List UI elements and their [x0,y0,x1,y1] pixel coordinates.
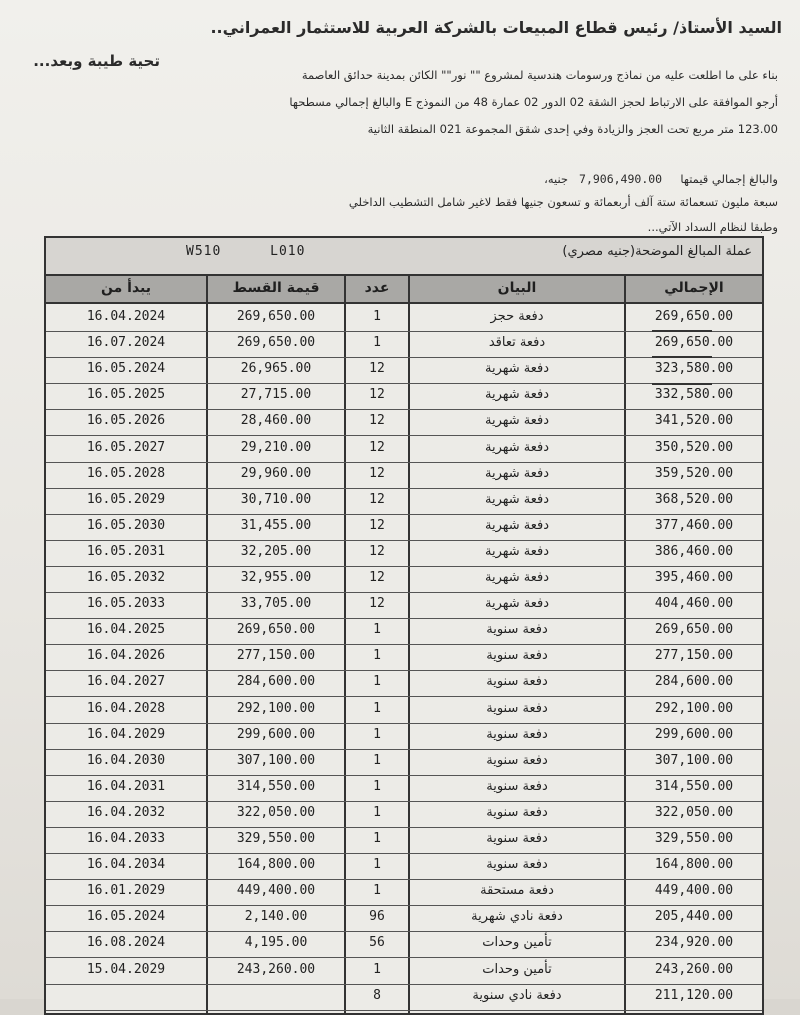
pen-underline [652,383,712,385]
cell-total: 332,580.00 [654,387,734,403]
cell-installment: 284,600.00 [236,674,316,690]
cell-total: 350,520.00 [654,439,734,455]
salutation: السيد الأستاذ/ رئيس قطاع المبيعات بالشركة العربية للاستثمار العمراني.. [210,18,782,37]
cell-installment: 27,715.00 [240,387,312,403]
cell-total: 359,520.00 [654,465,734,481]
cell-total: 299,600.00 [654,726,734,742]
cell-count: 12 [369,465,385,481]
header-installment: قيمة القسط [232,280,320,296]
cell-description: دفعة شهرية [484,413,550,429]
cell-installment: 29,960.00 [240,465,312,481]
cell-start-date: 16.05.2027 [86,439,166,455]
cell-total: 323,580.00 [654,361,734,377]
cell-total: 234,920.00 [654,935,734,951]
letter-line-payment-intro: وطبقا لنظام السداد الآتي... [647,220,778,234]
table-title-bar [46,238,762,276]
table-row [46,513,762,541]
cell-installment: 329,550.00 [236,831,316,846]
cell-count: 96 [369,909,385,925]
letter-line-1: بناء على ما اطلعت عليه من نماذج ورسومات هندسية لمشروع "" نور"" الكائن بمدينة حدائق العاصمة [301,68,778,82]
cell-installment: 277,150.00 [236,648,316,664]
cell-description: دفعة سنوية [486,700,548,716]
table-row [46,408,762,436]
cell-count: 1 [373,674,381,690]
cell-installment: 269,650.00 [236,335,316,351]
cell-description: دفعة سنوية [486,622,548,638]
cell-count: 12 [369,517,385,533]
cell-start-date: 16.04.2025 [86,622,166,638]
code-1: W510 [186,244,222,259]
cell-count: 12 [369,570,385,585]
table-row [46,356,762,384]
cell-count: 12 [369,387,385,403]
cell-start-date: 16.05.2024 [86,909,166,925]
payment-schedule-table [44,236,764,1015]
cell-total: 211,120.00 [654,987,734,1003]
cell-total: 386,460.00 [654,543,734,559]
cell-description: دفعة شهرية [484,543,550,559]
cell-start-date: 16.05.2031 [86,543,166,559]
cell-count: 12 [369,413,385,429]
table-row [46,878,762,906]
total-label: والبالغ إجمالي قيمتها [680,172,778,186]
cell-installment: 31,455.00 [240,517,312,533]
cell-description: دفعة سنوية [486,648,548,664]
table-row [46,774,762,802]
cell-total: 329,550.00 [654,831,734,846]
cell-installment: 32,955.00 [240,570,312,585]
header-start: يبدأ من [101,280,151,296]
cell-start-date: 16.05.2032 [86,570,166,585]
cell-description: دفعة شهرية [484,596,550,612]
cell-installment: 28,460.00 [240,413,312,429]
cell-description: دفعة سنوية [486,752,548,768]
cell-installment: 26,965.00 [240,361,312,377]
cell-count: 1 [373,309,381,324]
table-row [46,826,762,854]
cell-total: 449,400.00 [654,883,734,899]
cell-total: 284,600.00 [654,674,734,690]
header-description: البيان [497,280,537,296]
table-row [46,669,762,697]
cell-total: 368,520.00 [654,491,734,507]
cell-installment: 292,100.00 [236,700,316,716]
cell-description: دفعة حجز [490,309,544,324]
cell-total: 395,460.00 [654,570,734,585]
cell-installment: 322,050.00 [236,804,316,820]
table-row [46,983,762,1011]
cell-description: دفعة شهرية [484,491,550,507]
cell-count: 1 [373,648,381,664]
cell-installment: 164,800.00 [236,857,316,873]
cell-description: دفعة سنوية [486,778,548,794]
cell-count: 1 [373,700,381,716]
cell-description: دفعة نادي سنوية [472,987,562,1003]
cell-description: دفعة شهرية [484,361,550,377]
table-row [46,800,762,828]
cell-count: 1 [373,335,381,351]
cell-start-date: 16.05.2026 [86,413,166,429]
cell-description: دفعة شهرية [484,465,550,481]
cell-installment: 269,650.00 [236,309,316,324]
cell-installment: 243,260.00 [236,961,316,977]
table-row [46,539,762,567]
letter-line-words: سبعة مليون تسعمائة ستة آلف أربعمائة و تسعون جنيها فقط لاغير شامل التشطيب الداخلي [348,195,778,209]
cell-start-date: 16.04.2034 [86,857,166,873]
cell-count: 12 [369,491,385,507]
cell-description: دفعة شهرية [484,387,550,403]
cell-description: دفعة سنوية [486,804,548,820]
total-unit: جنيه، [544,172,569,186]
table-row [46,382,762,410]
table-row [46,957,762,985]
letter-line-3: 123.00 متر مربع تحت العجز والزيادة وفي إحدى شقق المجموعة 021 المنطقة الثانية [367,122,778,136]
table-row [46,565,762,593]
cell-count: 1 [373,752,381,768]
currency-label: عملة المبالغ الموضحة(جنيه مصري) [562,244,752,259]
cell-description: دفعة شهرية [484,439,550,455]
cell-count: 1 [373,778,381,794]
table-row [46,643,762,671]
cell-count: 12 [369,439,385,455]
table-row [46,304,762,332]
table-row [46,487,762,515]
table-row [46,722,762,750]
cell-description: دفعة سنوية [486,831,548,846]
cell-start-date: 16.08.2024 [86,935,166,951]
cell-start-date: 16.05.2028 [86,465,166,481]
cell-total: 341,520.00 [654,413,734,429]
cell-start-date: 16.04.2032 [86,804,166,820]
cell-count: 1 [373,831,381,846]
cell-total: 404,460.00 [654,596,734,612]
cell-total: 314,550.00 [654,778,734,794]
cell-description: تأمين وحدات [482,935,552,951]
cell-total: 322,050.00 [654,804,734,820]
table-row [46,748,762,776]
greeting: تحية طيبة وبعد... [33,52,160,70]
cell-start-date: 16.07.2024 [86,335,166,351]
cell-count: 8 [373,987,381,1003]
unit-codes [186,244,345,259]
cell-description: دفعة نادي شهرية [471,909,563,925]
cell-total: 377,460.00 [654,517,734,533]
cell-total: 205,440.00 [654,909,734,925]
code-2: L010 [270,244,306,259]
cell-description: دفعة سنوية [486,857,548,873]
cell-count: 12 [369,596,385,612]
cell-description: دفعة سنوية [486,674,548,690]
table-row [46,930,762,958]
table-row [46,696,762,724]
cell-installment: 314,550.00 [236,778,316,794]
table-row [46,330,762,358]
cell-description: دفعة مستحقة [480,883,554,899]
cell-start-date: 16.04.2027 [86,674,166,690]
cell-installment: 29,210.00 [240,439,312,455]
cell-start-date: 15.04.2029 [86,961,166,977]
cell-count: 1 [373,857,381,873]
letter-header [0,0,790,235]
cell-total: 243,260.00 [654,961,734,977]
column-headers [46,276,762,304]
cell-description: دفعة شهرية [484,570,550,585]
cell-installment: 2,140.00 [244,909,308,925]
table-row [46,852,762,880]
header-count: عدد [364,280,390,296]
cell-start-date: 16.04.2031 [86,778,166,794]
cell-total: 269,650.00 [654,309,734,324]
cell-installment: 30,710.00 [240,491,312,507]
cell-count: 1 [373,804,381,820]
cell-installment: 269,650.00 [236,622,316,638]
cell-start-date: 16.05.2033 [86,596,166,612]
cell-installment: 4,195.00 [244,935,308,951]
cell-start-date: 16.04.2030 [86,752,166,768]
letter-line-total [544,172,778,186]
letter-line-2: أرجو الموافقة على الارتباط لحجز الشقة 02 الدور 02 عمارة 48 من النموذج E والبالغ إجمالي مسطحها [289,95,778,109]
header-total: الإجمالي [664,280,724,296]
cell-start-date: 16.04.2028 [86,700,166,716]
table-row [46,591,762,619]
cell-start-date: 16.01.2029 [86,883,166,899]
cell-count: 1 [373,726,381,742]
pen-underline [652,330,712,332]
cell-installment: 299,600.00 [236,726,316,742]
cell-total: 269,650.00 [654,335,734,351]
cell-start-date: 16.05.2030 [86,517,166,533]
cell-count: 1 [373,622,381,638]
cell-installment: 33,705.00 [240,596,312,612]
cell-start-date: 16.04.2026 [86,648,166,664]
cell-start-date: 16.04.2033 [86,831,166,846]
cell-count: 12 [369,361,385,377]
table-row [46,435,762,463]
cell-total: 277,150.00 [654,648,734,664]
cell-start-date: 16.05.2025 [86,387,166,403]
table-row [46,904,762,932]
cell-description: دفعة سنوية [486,726,548,742]
cell-description: دفعة تعاقد [488,335,546,351]
cell-installment: 307,100.00 [236,752,316,768]
cell-total: 307,100.00 [654,752,734,768]
cell-total: 269,650.00 [654,622,734,638]
cell-start-date: 16.04.2029 [86,726,166,742]
pen-underline [652,356,712,358]
cell-description: دفعة شهرية [484,517,550,533]
cell-start-date: 16.04.2024 [86,309,166,324]
table-row [46,617,762,645]
cell-count: 56 [369,935,385,951]
cell-installment: 449,400.00 [236,883,316,899]
cell-count: 12 [369,543,385,559]
cell-total: 164,800.00 [654,857,734,873]
cell-total: 292,100.00 [654,700,734,716]
cell-installment: 32,205.00 [240,543,312,559]
table-row [46,461,762,489]
cell-start-date: 16.05.2024 [86,361,166,377]
total-value: 7,906,490.00 [579,172,663,186]
cell-start-date: 16.05.2029 [86,491,166,507]
cell-count: 1 [373,883,381,899]
cell-description: تأمين وحدات [482,961,552,977]
cell-count: 1 [373,961,381,977]
